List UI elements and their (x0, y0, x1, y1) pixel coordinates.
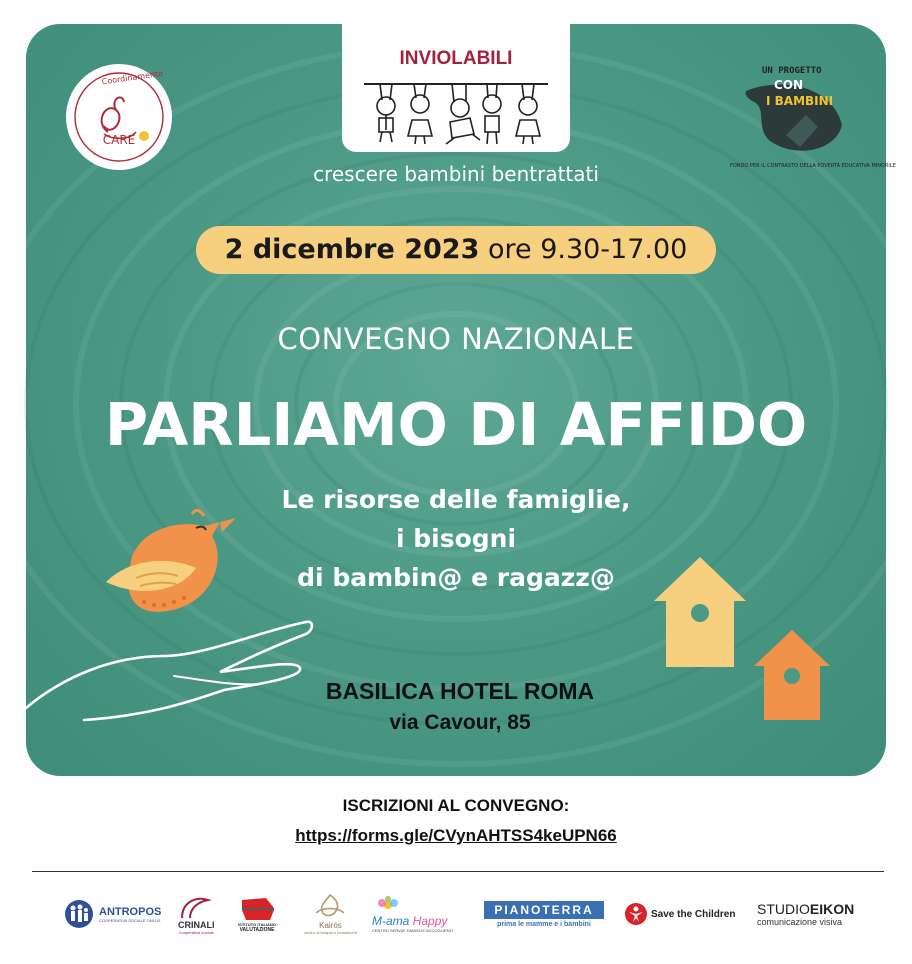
subtitle-line: i bisogni (395, 524, 517, 553)
partner-kairos (304, 890, 357, 938)
con-line2: I BAMBINI (766, 94, 834, 108)
partner-pianoterra (484, 890, 604, 938)
kairos-icon (310, 893, 350, 921)
kairos-sub: centro di terapia e formazione (304, 930, 357, 935)
mama-name-a: M-ama (372, 913, 410, 928)
partner-mama-happy (372, 890, 453, 938)
care-label: CARE (102, 133, 136, 147)
con-arc-text: FONDO PER IL CONTRASTO DELLA POVERTÀ EDUCATIVA MINORILE (730, 163, 896, 169)
subtitle-line: Le risorse delle famiglie, (281, 485, 631, 514)
crinali-sub: Cooperativa sociale (178, 929, 214, 935)
kairos-name: Kairós (319, 921, 342, 930)
antropos-sub: COOPERATIVA SOCIALE ONLUS (99, 917, 161, 923)
studioeikon-sub: comunicazione visiva (757, 917, 843, 927)
divider (32, 871, 884, 872)
partner-crinali (178, 890, 215, 938)
children-drawing-icon (342, 24, 570, 152)
care-logo (64, 62, 174, 172)
partner-studioeikon (757, 890, 854, 938)
con-top-text: UN PROGETTO (762, 66, 822, 76)
pianoterra-name: PIANOTERRA (484, 901, 604, 919)
event-date: 2 dicembre 2023 (224, 234, 480, 265)
istituto-line2: VALUTAZIONE (239, 926, 275, 933)
bird-icon (100, 506, 250, 626)
antropos-name: ANTROPOS (99, 905, 162, 918)
mama-name-b: Happy (412, 913, 448, 928)
event-address: via Cavour, 85 (389, 711, 531, 734)
antropos-icon (62, 899, 96, 929)
crinali-icon (178, 894, 214, 920)
crinali-name: CRINALI (178, 919, 215, 930)
flower-icon (372, 896, 404, 914)
birdhouse-yellow-icon (652, 555, 748, 669)
con-line1: CON (774, 78, 804, 92)
istituto-line1: ISTITUTO ITALIANO (238, 921, 276, 927)
event-time: ore 9.30-17.00 (487, 234, 688, 265)
open-hand-icon (24, 616, 324, 726)
event-kind: CONVEGNO NAZIONALE (277, 322, 635, 356)
event-venue: BASILICA HOTEL ROMA (325, 678, 595, 704)
inviolabili-logo-box (342, 24, 570, 152)
save-the-children-name: Save the Children (651, 908, 736, 920)
project-tagline: crescere bambini bentrattati (313, 162, 599, 186)
mama-sub: CENTRO SERVIZI FAMIGLIE ACCOGLIENTI (372, 927, 454, 933)
subtitle-line: di bambin@ e ragazz@ (297, 563, 615, 592)
save-the-children-icon (624, 902, 648, 926)
studioeikon-name-a: STUDIO (757, 901, 810, 917)
event-title: PARLIAMO DI AFFIDO (104, 390, 808, 459)
birdhouse-orange-icon (752, 628, 832, 722)
event-date-pill (196, 226, 716, 274)
partner-istituto (236, 890, 278, 938)
istituto-icon (236, 896, 278, 922)
registration-link[interactable]: https://forms.gle/CVynAHTSS4keUPN66 (295, 826, 617, 845)
pianoterra-sub: prima le mamme e i bambini (497, 920, 591, 928)
project-title: INVIOLABILI (399, 48, 513, 69)
con-i-bambini-logo (726, 55, 896, 175)
registration-label: ISCRIZIONI AL CONVEGNO: (342, 796, 570, 815)
partner-save-the-children (624, 890, 735, 938)
care-arc-text: Coordinamento (101, 68, 164, 87)
studioeikon-name-b: EIKON (809, 901, 855, 917)
event-subtitle (236, 480, 676, 597)
partner-antropos (62, 890, 161, 938)
